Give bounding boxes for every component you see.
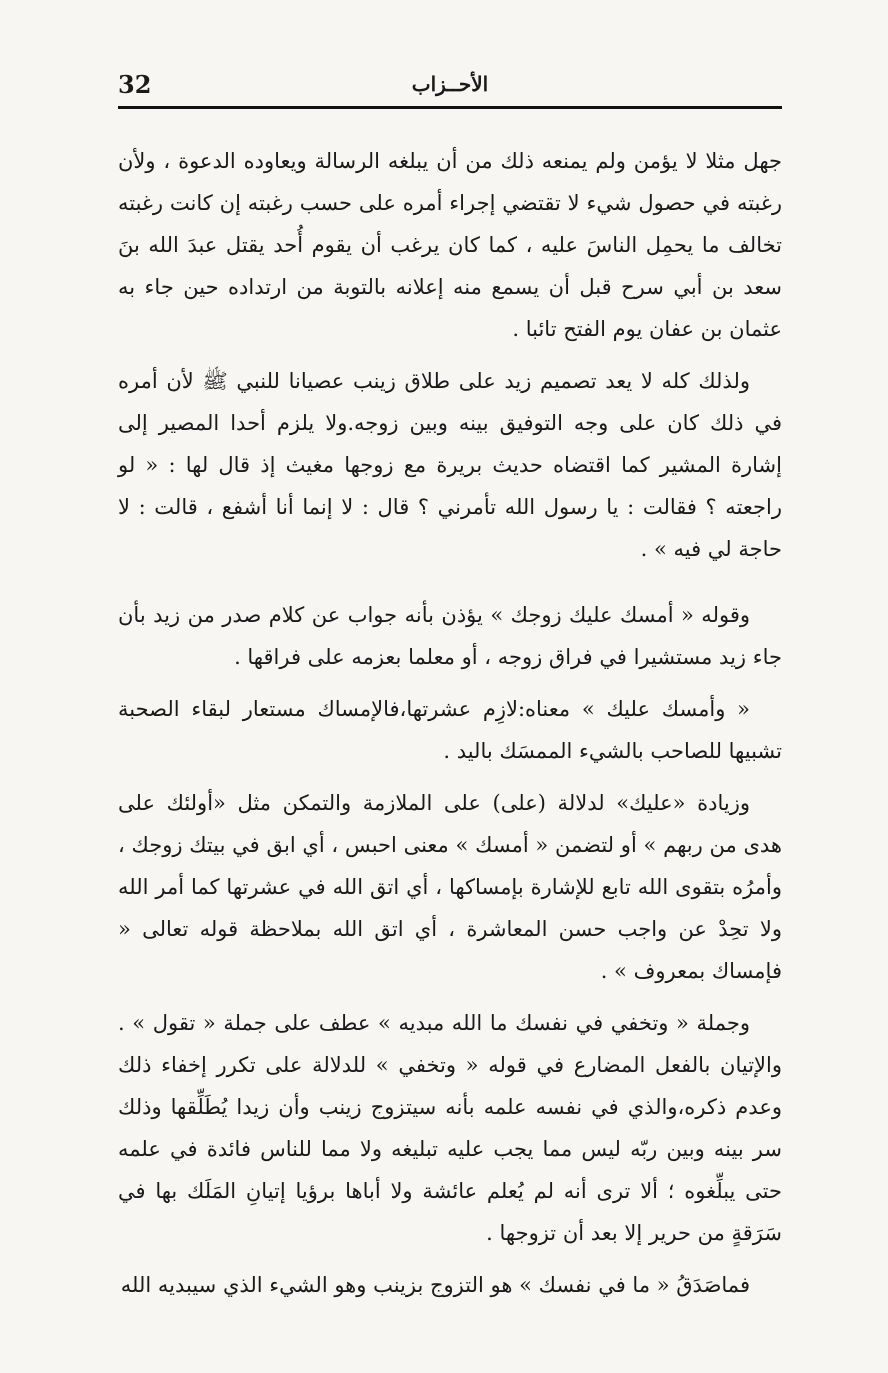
page-number: 32 <box>118 70 152 99</box>
paragraph: وزيادة «عليك» لدلالة (على) على الملازمة والتمكن مثل «أولئك على هدى من ربهم » أو لتضمن « أمسك » معنى احبس ، أي ابق في بيتك زوجك ، وأمرُه بتقوى الله تابع للإشارة بإمساكها ، أي اتق الله في عشرتها كما أمر الله ولا تحِدْ عن واجب حسن المعاشرة ، أي اتق الله بملاحظة قوله تعالى « فإمساك بمعروف » . <box>118 791 782 983</box>
header-rule <box>118 106 782 109</box>
paragraph: ولذلك كله لا يعد تصميم زيد على طلاق زينب عصيانا للنبي ﷺ لأن أمره في ذلك كان على وجه التوفيق بينه وبين زوجه.ولا يلزم أحدا المصير إلى إشارة المشير كما اقتضاه حديث بريرة مع زوجها مغيث إذ قال لها : « لو راجعته ؟ فقالت : يا رسول الله تأمرني ؟ قال : لا إنما أنا أشفع ، قالت : لا حاجة لي فيه » . <box>118 369 782 561</box>
body-text <box>118 140 782 1316</box>
paragraph: فماصَدَقُ « ما في نفسك » هو التزوج بزينب وهو الشيء الذي سيبديه الله <box>120 1273 750 1297</box>
paragraph: جهل مثلا لا يؤمن ولم يمنعه ذلك من أن يبلغه الرسالة ويعاوده الدعوة ، ولأن رغبته في حصول شيء لا تقتضي إجراء أمره على حسب رغبته إن كانت رغبته تخالف ما يحمِل الناسَ عليه ، كما كان يرغب أن يقوم أُحد يقتل عبدَ الله بنَ سعد بن أبي سرح قبل أن يسمع منه إعلانه بالتوبة من ارتداده حين جاء به عثمان بن عفان يوم الفتح تائبا . <box>118 149 782 341</box>
paragraph: وجملة « وتخفي في نفسك ما الله مبديه » عطف على جملة « تقول » . والإتيان بالفعل المضارع في قوله « وتخفي » للدلالة على تكرر إخفاء ذلك وعدم ذكره،والذي في نفسه علمه بأنه سيتزوج زينب وأن زيدا يُطَلِّقها وذلك سر بينه وبين ربّه ليس مما يجب عليه تبليغه ولا مما للناس فائدة في علمه حتى يبلِّغوه ؛ ألا ترى أنه لم يُعلم عائشة ولا أباها برؤيا إتيانِ المَلَك بها في سَرَقةٍ من حرير إلا بعد أن تزوجها . <box>118 1011 782 1245</box>
paragraph: وقوله « أمسك عليك زوجك » يؤذن بأنه جواب عن كلام صدر من زيد بأن جاء زيد مستشيرا في فراق زوجه ، أو معلما بعزمه على فراقها . <box>118 603 782 669</box>
paragraph: « وأمسك عليك » معناه:لازِم عشرتها،فالإمساك مستعار لبقاء الصحبة تشبيها للصاحب بالشيء الممسَك باليد . <box>118 697 782 763</box>
page-header <box>118 62 782 108</box>
running-title: الأحــزاب <box>411 72 489 96</box>
